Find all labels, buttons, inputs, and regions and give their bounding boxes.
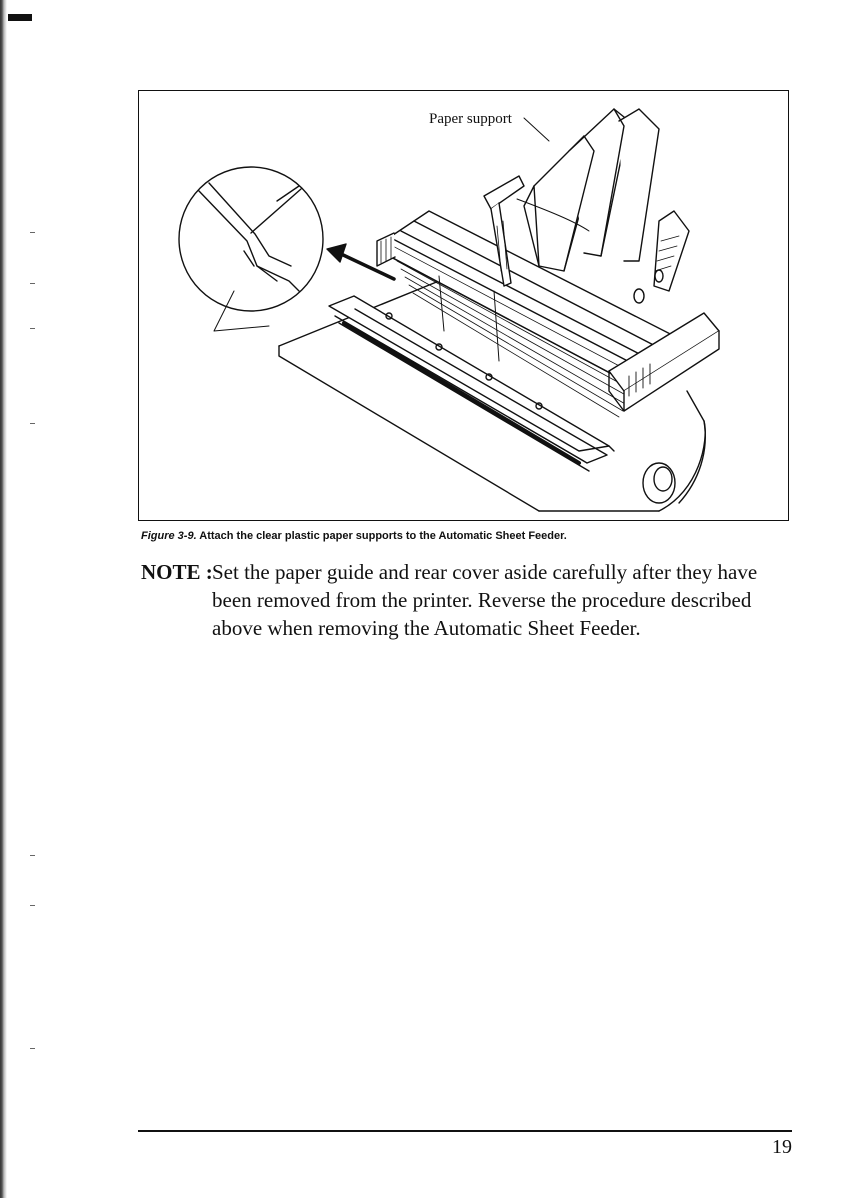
margin-speck xyxy=(30,232,35,233)
margin-speck xyxy=(30,328,35,329)
page-number: 19 xyxy=(772,1136,792,1158)
margin-speck xyxy=(30,283,35,284)
note-label: NOTE : xyxy=(141,560,213,584)
footer-rule xyxy=(138,1130,792,1132)
margin-speck xyxy=(30,1048,35,1049)
margin-speck xyxy=(30,905,35,906)
paper-support-callout: Paper support xyxy=(429,111,512,127)
margin-speck xyxy=(30,855,35,856)
note-line: been removed from the printer. Reverse the procedure described xyxy=(212,588,752,612)
scan-binding-edge xyxy=(0,0,7,1198)
figure-caption xyxy=(141,530,567,542)
note-line: Set the paper guide and rear cover aside carefully after they have xyxy=(212,560,758,584)
figure-3-9-illustration xyxy=(138,90,789,521)
note-line: above when removing the Automatic Sheet Feeder. xyxy=(212,616,641,640)
sheet-feeder-drawing xyxy=(139,91,787,519)
figure-caption-text: Attach the clear plastic paper supports to the Automatic Sheet Feeder. xyxy=(199,530,567,542)
figure-number: Figure 3-9. xyxy=(141,530,197,542)
corner-mark xyxy=(8,14,32,21)
margin-speck xyxy=(30,423,35,424)
